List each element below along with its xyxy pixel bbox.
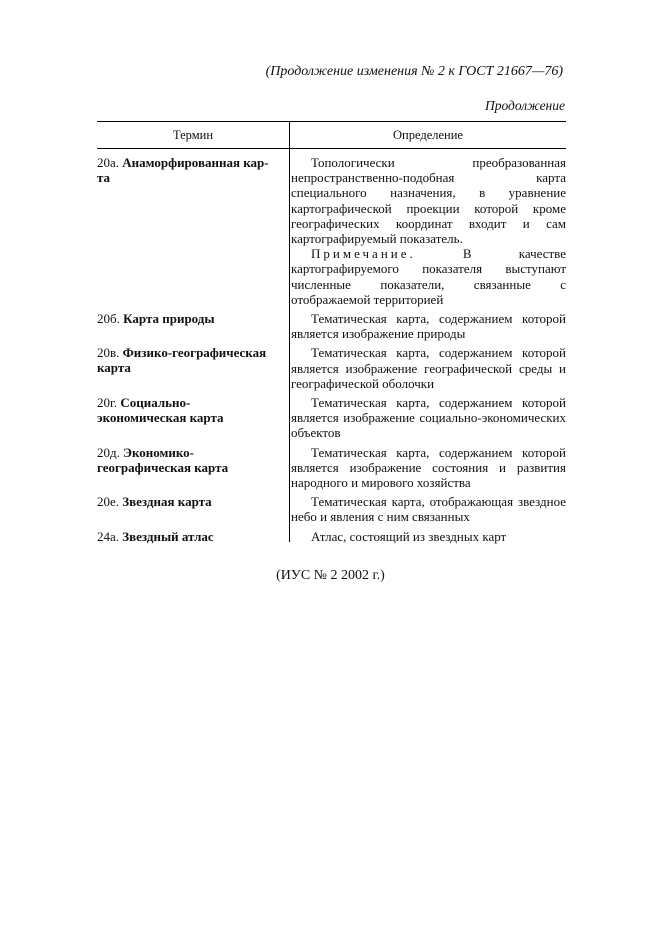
term-number: 20е. bbox=[97, 494, 120, 510]
table-header bbox=[97, 122, 566, 149]
note-label: Примечание. bbox=[311, 246, 416, 262]
term-number: 20в. bbox=[97, 345, 120, 361]
term-cell bbox=[97, 395, 283, 441]
column-divider bbox=[289, 122, 290, 542]
definition-cell bbox=[283, 445, 566, 491]
source-reference: (ИУС № 2 2002 г.) bbox=[276, 568, 385, 583]
term-cell bbox=[97, 445, 283, 491]
table-row bbox=[97, 395, 566, 441]
term-number: 20д. bbox=[97, 444, 120, 460]
term-number: 20а. bbox=[97, 155, 120, 170]
definition-text: Атлас, состоящий из звездных карт bbox=[311, 528, 507, 544]
term-name: Звездный атлас bbox=[122, 528, 214, 544]
column-header-definition: Определение bbox=[289, 122, 566, 148]
table-row bbox=[97, 445, 566, 491]
term-name: Анаморфированная кар-та bbox=[97, 155, 269, 185]
definition-cell bbox=[283, 529, 566, 544]
term-cell bbox=[97, 155, 283, 307]
definition-text: Тематическая карта, содержанием которой является изображение состояния и развития народного и мирового хозяйства bbox=[291, 444, 566, 491]
term-name: Экономико-географическая карта bbox=[97, 444, 229, 475]
definition-text: Тематическая карта, содержанием которой является изображение географической среды и географической оболочки bbox=[291, 345, 566, 391]
term-name: Социально-экономическая карта bbox=[97, 395, 224, 426]
definition-text: Тематическая карта, содержанием которой является изображение социально-экономических объектов bbox=[291, 395, 566, 441]
table-row bbox=[97, 155, 566, 307]
note-text: В качестве картографируемого показателя выступают численные показатели, связанные с отображаемой территорией bbox=[291, 246, 566, 307]
term-name: Физико-географическая карта bbox=[97, 345, 267, 376]
definition-text: Топологически преобразованная непространственно-подобная карта специального назначения, в уравнение картографической проекции которой кроме географических координат входит и сам картографируемый показатель. bbox=[291, 155, 566, 247]
term-cell bbox=[97, 494, 283, 524]
term-name: Звездная карта bbox=[122, 494, 212, 510]
definition-cell bbox=[283, 155, 566, 307]
term-cell bbox=[97, 529, 283, 544]
definition-cell bbox=[283, 345, 566, 391]
definition-text: Тематическая карта, содержанием которой является изображение природы bbox=[291, 311, 566, 342]
definition-cell bbox=[283, 395, 566, 441]
definition-cell bbox=[283, 311, 566, 341]
definition-cell bbox=[283, 494, 566, 524]
document-header: (Продолжение изменения № 2 к ГОСТ 21667—76) bbox=[265, 64, 563, 79]
table-row bbox=[97, 345, 566, 391]
terms-table bbox=[97, 121, 566, 544]
column-header-term: Термин bbox=[172, 127, 214, 142]
table-row bbox=[97, 311, 566, 341]
definition-text: Тематическая карта, отображающая звездное небо и явления с ним связанных bbox=[291, 494, 566, 525]
term-number: 20б. bbox=[97, 311, 120, 327]
table-row bbox=[97, 494, 566, 524]
term-number: 24а. bbox=[97, 528, 120, 544]
term-number: 20г. bbox=[97, 395, 118, 411]
term-name: Карта природы bbox=[123, 311, 215, 327]
table-row bbox=[97, 529, 566, 544]
term-cell bbox=[97, 345, 283, 391]
term-cell bbox=[97, 311, 283, 341]
continuation-label: Продолжение bbox=[484, 98, 565, 113]
